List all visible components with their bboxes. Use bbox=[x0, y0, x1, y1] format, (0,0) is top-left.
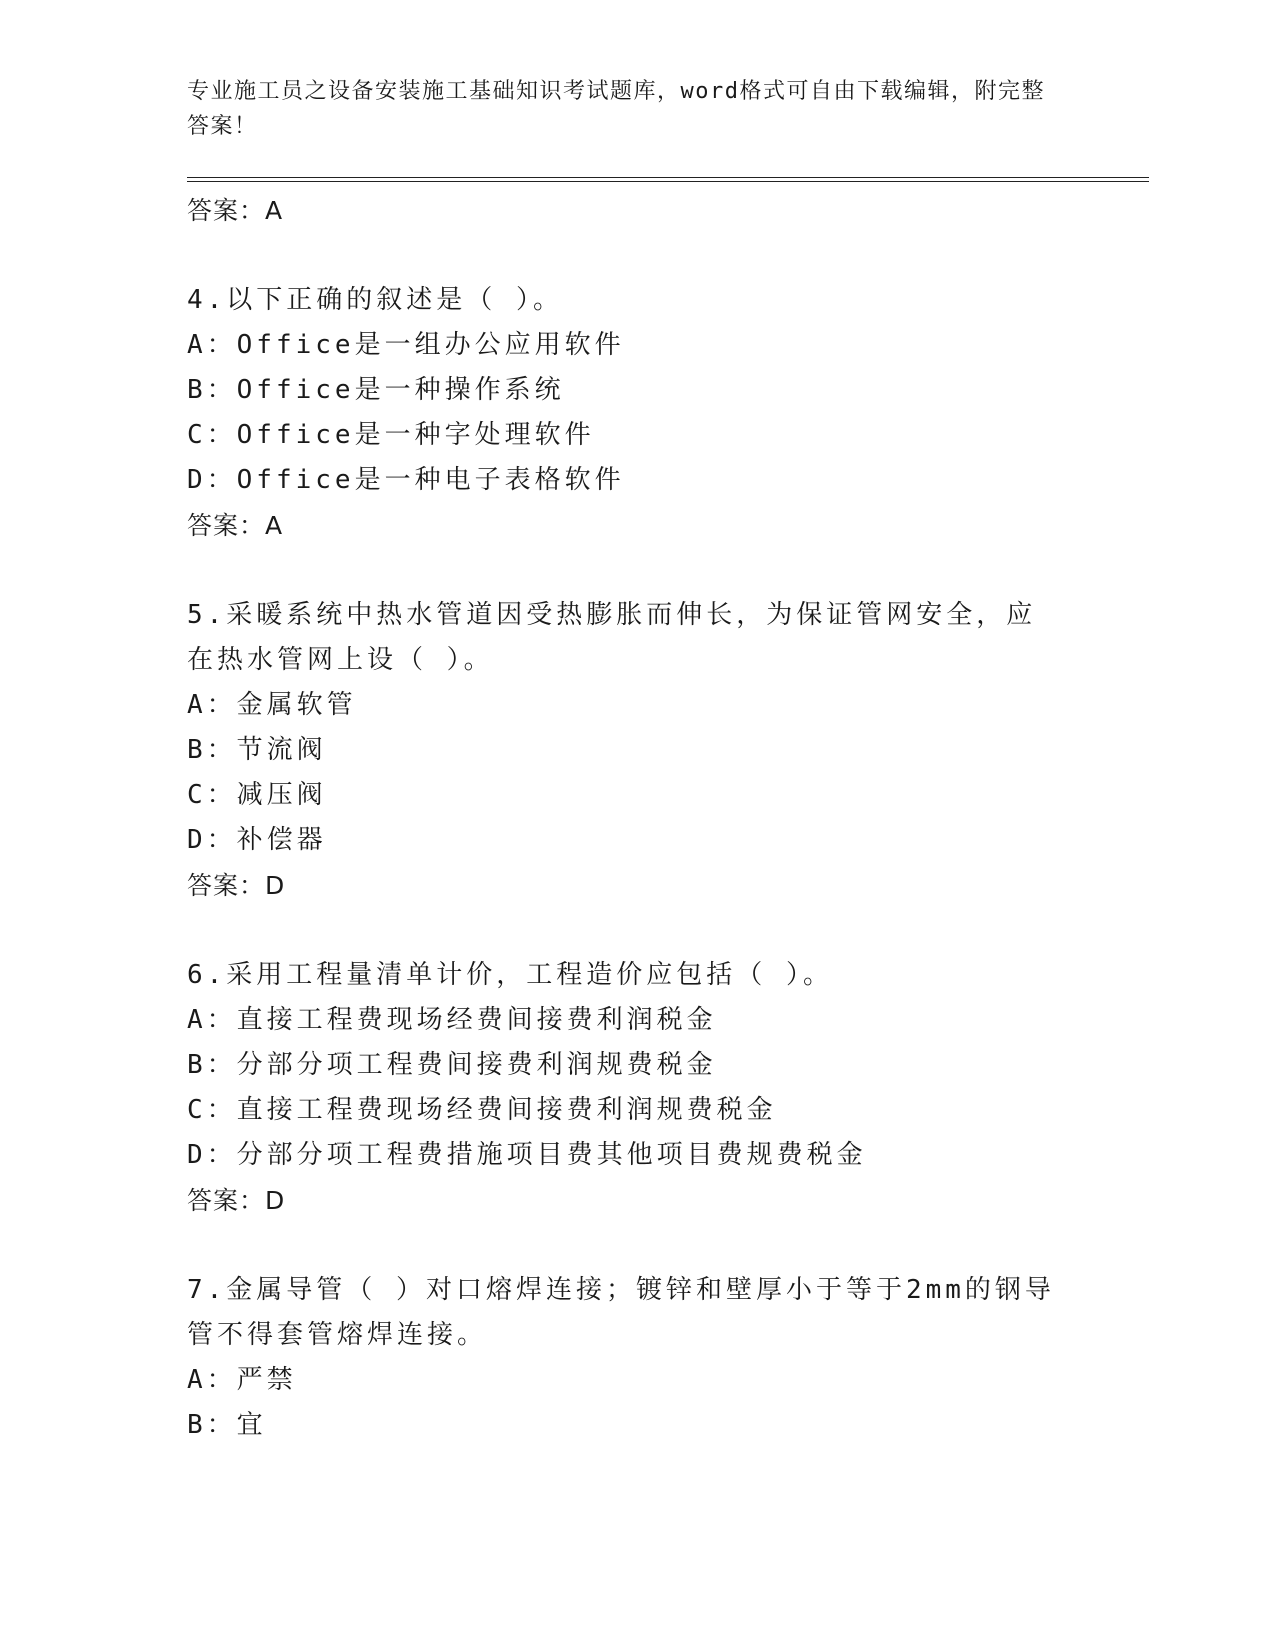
question-6 bbox=[187, 953, 1147, 1224]
option-a: A：金属软管 bbox=[187, 690, 357, 720]
option-c: C：直接工程费现场经费间接费利润规费税金 bbox=[187, 1095, 777, 1125]
question-5 bbox=[187, 593, 1147, 909]
option-c: C：Office是一种字处理软件 bbox=[187, 420, 595, 450]
question-answer: 答案：D bbox=[187, 1186, 286, 1215]
question-7 bbox=[187, 1268, 1147, 1448]
question-stem: 6.采用工程量清单计价，工程造价应包括（ ）。 bbox=[187, 960, 833, 990]
header-rule-top bbox=[187, 177, 1149, 178]
option-a: A：Office是一组办公应用软件 bbox=[187, 330, 625, 360]
header-rule-bottom bbox=[187, 181, 1149, 182]
option-d: D：分部分项工程费措施项目费其他项目费规费税金 bbox=[187, 1140, 867, 1170]
option-b: B：节流阀 bbox=[187, 735, 327, 765]
document-page bbox=[187, 0, 1147, 1650]
document-body bbox=[187, 188, 1147, 1448]
question-answer: 答案：D bbox=[187, 871, 286, 900]
previous-question-answer: 答案：A bbox=[187, 196, 284, 225]
question-stem: 5.采暖系统中热水管道因受热膨胀而伸长，为保证管网安全，应在热水管网上设（ ）。 bbox=[187, 600, 1037, 675]
option-b: B：分部分项工程费间接费利润规费税金 bbox=[187, 1050, 717, 1080]
option-b: B：Office是一种操作系统 bbox=[187, 375, 565, 405]
option-a: A：直接工程费现场经费间接费利润税金 bbox=[187, 1005, 717, 1035]
question-stem: 4.以下正确的叙述是（ ）。 bbox=[187, 285, 563, 315]
option-c: C：减压阀 bbox=[187, 780, 327, 810]
option-d: D：补偿器 bbox=[187, 825, 327, 855]
document-header-title: 专业施工员之设备安装施工基础知识考试题库，word格式可自由下载编辑，附完整答案！ bbox=[187, 79, 1045, 139]
option-d: D：Office是一种电子表格软件 bbox=[187, 465, 625, 495]
question-4 bbox=[187, 278, 1147, 549]
question-answer: 答案：A bbox=[187, 511, 284, 540]
option-a: A：严禁 bbox=[187, 1365, 297, 1395]
question-stem: 7.金属导管（ ）对口熔焊连接；镀锌和壁厚小于等于2mm的钢导管不得套管熔焊连接。 bbox=[187, 1275, 1055, 1350]
option-b: B：宜 bbox=[187, 1410, 267, 1440]
